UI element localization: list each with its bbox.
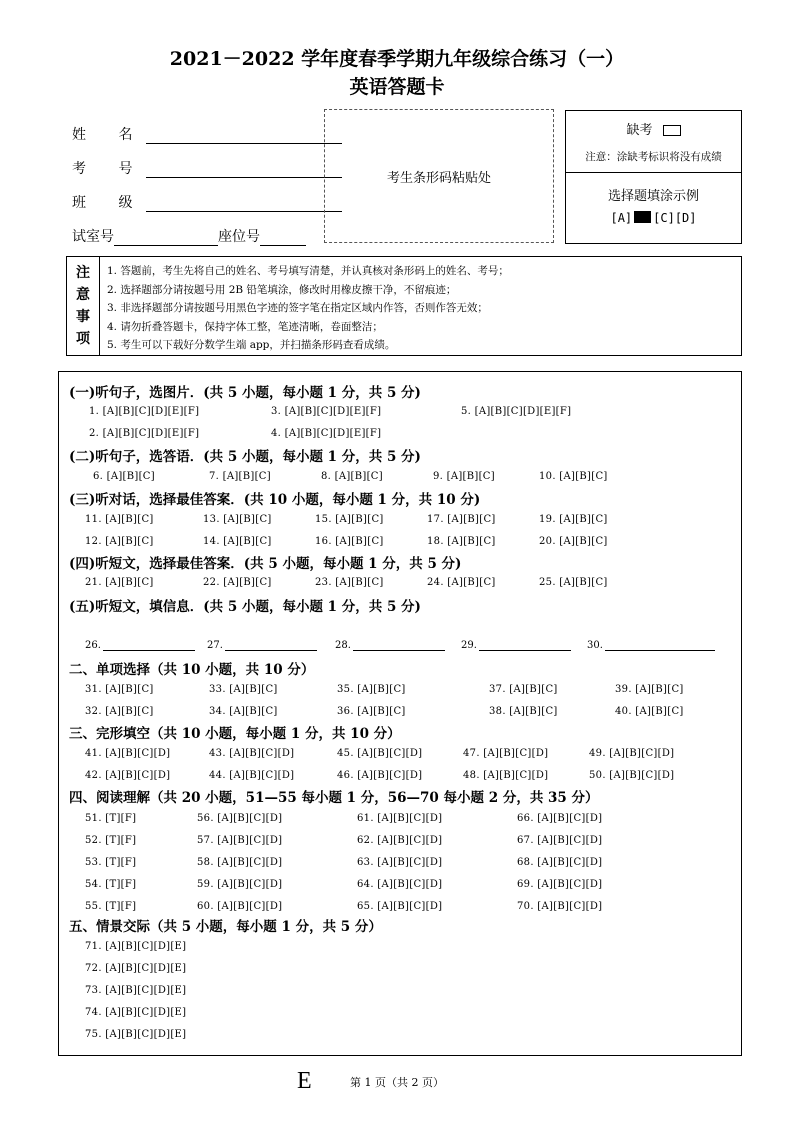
question-4[interactable]: 4. [A][B][C][D][E][F] <box>271 428 382 439</box>
question-69[interactable]: 69. [A][B][C][D] <box>517 879 603 890</box>
question-52[interactable]: 52. [T][F] <box>85 835 137 846</box>
question-63[interactable]: 63. [A][B][C][D] <box>357 857 443 868</box>
fill-in-30[interactable]: 30. <box>587 640 715 651</box>
question-46[interactable]: 46. [A][B][C][D] <box>337 770 423 781</box>
class-field[interactable] <box>72 192 342 212</box>
question-6[interactable]: 6. [A][B][C] <box>93 471 155 482</box>
question-50[interactable]: 50. [A][B][C][D] <box>589 770 675 781</box>
question-54[interactable]: 54. [T][F] <box>85 879 137 890</box>
instructions-box <box>66 256 742 356</box>
question-61[interactable]: 61. [A][B][C][D] <box>357 813 443 824</box>
question-66[interactable]: 66. [A][B][C][D] <box>517 813 603 824</box>
fill-in-29[interactable]: 29. <box>461 640 571 651</box>
section-heading: (五)听短文，填信息．(共 5 小题，每小题 1 分，共 5 分) <box>69 599 421 615</box>
instruction-item: 2. 选择题部分请按题号用 2B 铅笔填涂，修改时用橡皮擦干净，不留痕迹； <box>107 283 457 296</box>
fill-in-28[interactable]: 28. <box>335 640 445 651</box>
question-19[interactable]: 19. [A][B][C] <box>539 514 608 525</box>
question-7[interactable]: 7. [A][B][C] <box>209 471 271 482</box>
question-40[interactable]: 40. [A][B][C] <box>615 706 684 717</box>
question-5[interactable]: 5. [A][B][C][D][E][F] <box>461 406 572 417</box>
question-43[interactable]: 43. [A][B][C][D] <box>209 748 295 759</box>
question-48[interactable]: 48. [A][B][C][D] <box>463 770 549 781</box>
room-seat-field[interactable] <box>72 226 306 246</box>
absent-checkbox[interactable] <box>663 125 681 136</box>
question-20[interactable]: 20. [A][B][C] <box>539 536 608 547</box>
question-57[interactable]: 57. [A][B][C][D] <box>197 835 283 846</box>
question-12[interactable]: 12. [A][B][C] <box>85 536 154 547</box>
question-75[interactable]: 75. [A][B][C][D][E] <box>85 1029 187 1040</box>
section-heading: 二、单项选择（共 10 小题，共 10 分） <box>69 662 315 678</box>
section-heading: (一)听句子，选图片．(共 5 小题，每小题 1 分，共 5 分) <box>69 385 421 401</box>
instruction-item: 4. 请勿折叠答题卡，保持字体工整，笔迹清晰，卷面整洁； <box>107 320 383 333</box>
question-51[interactable]: 51. [T][F] <box>85 813 137 824</box>
question-3[interactable]: 3. [A][B][C][D][E][F] <box>271 406 382 417</box>
exam-number-label: 考 号 <box>72 161 147 177</box>
question-1[interactable]: 1. [A][B][C][D][E][F] <box>89 406 200 417</box>
question-36[interactable]: 36. [A][B][C] <box>337 706 406 717</box>
section-heading: (三)听对话，选择最佳答案．(共 10 小题，每小题 1 分，共 10 分) <box>69 492 481 508</box>
question-60[interactable]: 60. [A][B][C][D] <box>197 901 283 912</box>
question-18[interactable]: 18. [A][B][C] <box>427 536 496 547</box>
question-72[interactable]: 72. [A][B][C][D][E] <box>85 963 187 974</box>
question-53[interactable]: 53. [T][F] <box>85 857 137 868</box>
question-56[interactable]: 56. [A][B][C][D] <box>197 813 283 824</box>
question-55[interactable]: 55. [T][F] <box>85 901 137 912</box>
question-13[interactable]: 13. [A][B][C] <box>203 514 272 525</box>
room-label: 试室号 <box>72 229 114 245</box>
question-14[interactable]: 14. [A][B][C] <box>203 536 272 547</box>
question-62[interactable]: 62. [A][B][C][D] <box>357 835 443 846</box>
instructions-heading: 注 意 事 项 <box>67 257 100 355</box>
question-24[interactable]: 24. [A][B][C] <box>427 577 496 588</box>
question-73[interactable]: 73. [A][B][C][D][E] <box>85 985 187 996</box>
barcode-label: 考生条形码粘贴处 <box>386 170 491 186</box>
question-23[interactable]: 23. [A][B][C] <box>315 577 384 588</box>
fill-in-26[interactable]: 26. <box>85 640 195 651</box>
instruction-item: 1. 答题前，考生先将自己的姓名、考号填写清楚，并认真核对条形码上的姓名、考号； <box>107 265 509 277</box>
question-59[interactable]: 59. [A][B][C][D] <box>197 879 283 890</box>
question-58[interactable]: 58. [A][B][C][D] <box>197 857 283 868</box>
absent-note: 注意：涂缺考标识将没有成绩 <box>585 151 722 163</box>
question-15[interactable]: 15. [A][B][C] <box>315 514 384 525</box>
page-subtitle: 英语答题卡 <box>349 76 445 98</box>
question-22[interactable]: 22. [A][B][C] <box>203 577 272 588</box>
name-field[interactable] <box>72 124 342 144</box>
class-label: 班 级 <box>72 195 147 211</box>
question-38[interactable]: 38. [A][B][C] <box>489 706 558 717</box>
question-47[interactable]: 47. [A][B][C][D] <box>463 748 549 759</box>
question-68[interactable]: 68. [A][B][C][D] <box>517 857 603 868</box>
absent-label: 缺考 <box>626 123 653 138</box>
question-2[interactable]: 2. [A][B][C][D][E][F] <box>89 428 200 439</box>
page-title: 2021－2022 学年度春季学期九年级综合练习（一） <box>169 48 625 70</box>
section-heading: (四)听短文，选择最佳答案．(共 5 小题，每小题 1 分，共 5 分) <box>69 556 462 572</box>
version-mark: E <box>297 1068 312 1094</box>
barcode-area <box>324 109 554 243</box>
answer-area <box>58 371 742 1056</box>
fill-example-title: 选择题填涂示例 <box>607 189 699 204</box>
absent-box <box>565 110 742 244</box>
question-10[interactable]: 10. [A][B][C] <box>539 471 608 482</box>
question-9[interactable]: 9. [A][B][C] <box>433 471 495 482</box>
question-33[interactable]: 33. [A][B][C] <box>209 684 278 695</box>
absent-marker[interactable] <box>566 119 741 138</box>
question-41[interactable]: 41. [A][B][C][D] <box>85 748 171 759</box>
fill-in-27[interactable]: 27. <box>207 640 317 651</box>
question-67[interactable]: 67. [A][B][C][D] <box>517 835 603 846</box>
question-16[interactable]: 16. [A][B][C] <box>315 536 384 547</box>
question-74[interactable]: 74. [A][B][C][D][E] <box>85 1007 187 1018</box>
instruction-item: 3. 非选择题部分请按题号用黑色字迹的签字笔在指定区域内作答，否则作答无效； <box>107 302 488 314</box>
question-11[interactable]: 11. [A][B][C] <box>85 514 154 525</box>
question-71[interactable]: 71. [A][B][C][D][E] <box>85 941 187 952</box>
question-35[interactable]: 35. [A][B][C] <box>337 684 406 695</box>
page-number: 第 1 页（共 2 页） <box>350 1076 444 1089</box>
question-42[interactable]: 42. [A][B][C][D] <box>85 770 171 781</box>
question-64[interactable]: 64. [A][B][C][D] <box>357 879 443 890</box>
filled-bubble <box>634 211 651 223</box>
question-37[interactable]: 37. [A][B][C] <box>489 684 558 695</box>
question-17[interactable]: 17. [A][B][C] <box>427 514 496 525</box>
question-21[interactable]: 21. [A][B][C] <box>85 577 154 588</box>
section-heading: 五、情景交际（共 5 小题，每小题 1 分，共 5 分） <box>69 919 382 935</box>
question-44[interactable]: 44. [A][B][C][D] <box>209 770 295 781</box>
question-39[interactable]: 39. [A][B][C] <box>615 684 684 695</box>
exam-number-field[interactable] <box>72 158 342 178</box>
question-31[interactable]: 31. [A][B][C] <box>85 684 154 695</box>
seat-label: 座位号 <box>218 229 260 245</box>
question-45[interactable]: 45. [A][B][C][D] <box>337 748 423 759</box>
question-8[interactable]: 8. [A][B][C] <box>321 471 383 482</box>
instruction-item: 5. 考生可以下载好分数学生端 app，并扫描条形码查看成绩。 <box>107 339 396 351</box>
question-34[interactable]: 34. [A][B][C] <box>209 706 278 717</box>
question-32[interactable]: 32. [A][B][C] <box>85 706 154 717</box>
question-49[interactable]: 49. [A][B][C][D] <box>589 748 675 759</box>
name-label: 姓 名 <box>72 127 147 143</box>
section-heading: (二)听句子，选答语．(共 5 小题，每小题 1 分，共 5 分) <box>69 449 421 465</box>
section-heading: 四、阅读理解（共 20 小题，51—55 每小题 1 分，56—70 每小题 2 分，共 35 分） <box>69 790 599 806</box>
question-25[interactable]: 25. [A][B][C] <box>539 577 608 588</box>
section-heading: 三、完形填空（共 10 小题，每小题 1 分，共 10 分） <box>69 726 401 742</box>
fill-example: [A] [C][D] <box>610 211 697 225</box>
question-65[interactable]: 65. [A][B][C][D] <box>357 901 443 912</box>
question-70[interactable]: 70. [A][B][C][D] <box>517 901 603 912</box>
